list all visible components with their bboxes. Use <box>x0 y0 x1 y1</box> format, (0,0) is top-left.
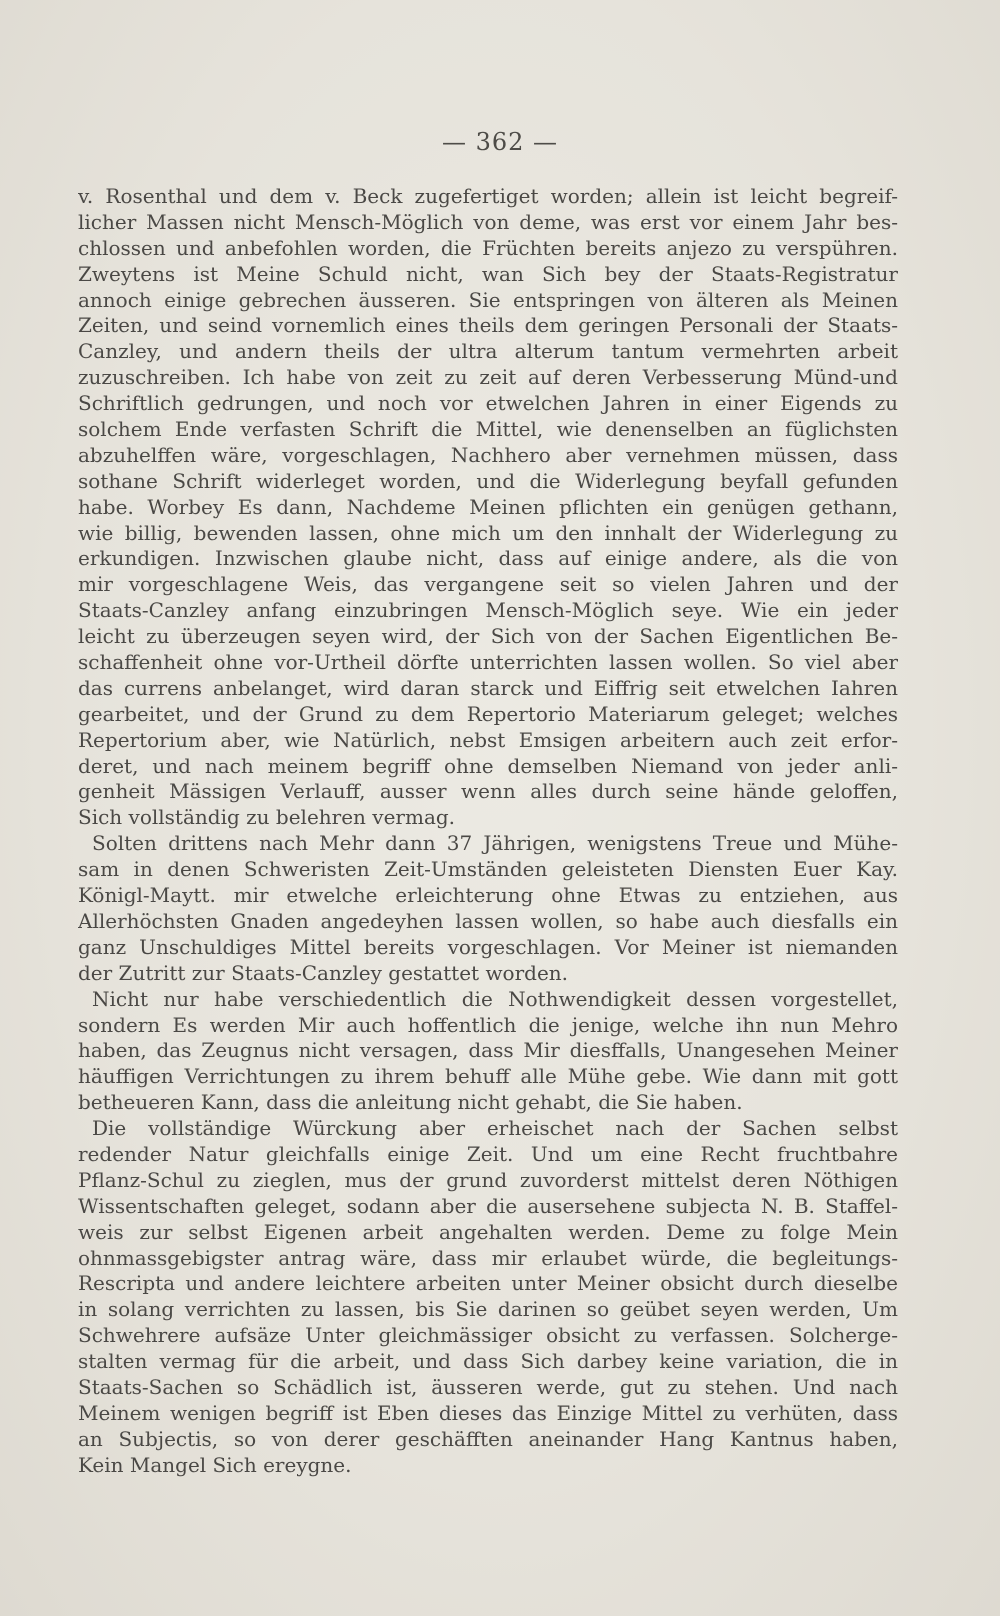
text-line: abzuhelffen wäre, vorgeschlagen, Nachhero aber vernehmen müssen, dass <box>78 442 898 467</box>
text-line: Solten drittens nach Mehr dann 37 Jährigen, wenigstens Treue und Mühe- <box>92 831 898 856</box>
text-line: Staats-Sachen so Schädlich ist, äusseren werde, gut zu stehen. Und nach <box>78 1374 898 1399</box>
paragraph-4 <box>78 1116 898 1478</box>
text-line: Schwehrere aufsäze Unter gleichmässiger obsicht zu verfassen. Solcherge- <box>78 1323 898 1348</box>
text-line: schaffenheit ohne vor-Urtheil dörfte unterrichten lassen wollen. So viel aber <box>78 650 898 675</box>
text-line: ganz Unschuldiges Mittel bereits vorgeschlagen. Vor Meiner ist niemanden <box>78 934 898 959</box>
text-line: Allerhöchsten Gnaden angedeyhen lassen wollen, so habe auch diesfalls ein <box>78 908 898 933</box>
text-line: Repertorium aber, wie Natürlich, nebst Emsigen arbeitern auch zeit erfor- <box>78 727 898 752</box>
text-line: haben, das Zeugnus nicht versagen, dass Mir diesffalls, Unangesehen Meiner <box>78 1038 898 1063</box>
text-line: zuzuschreiben. Ich habe von zeit zu zeit auf deren Verbesserung Münd-und <box>78 365 898 390</box>
text-line: licher Massen nicht Mensch-Möglich von deme, was erst vor einem Jahr bes- <box>78 209 898 234</box>
text-line: Kein Mangel Sich ereygne. <box>78 1452 352 1477</box>
text-line: Rescripta und andere leichtere arbeiten unter Meiner obsicht durch dieselbe <box>78 1271 898 1296</box>
text-line: Nicht nur habe verschiedentlich die Nothwendigkeit dessen vorgestellet, <box>92 986 898 1011</box>
text-line: häuffigen Verrichtungen zu ihrem behuff alle Mühe gebe. Wie dann mit gott <box>78 1064 898 1089</box>
text-line: solchem Ende verfasten Schrift die Mittel, wie denenselben an füglichsten <box>78 417 898 442</box>
text-line: annoch einige gebrechen äusseren. Sie entspringen von älteren als Meinen <box>78 287 898 312</box>
text-line: mir vorgeschlagene Weis, das vergangene seit so vielen Jahren und der <box>78 572 898 597</box>
page-number: — 362 — <box>441 128 559 156</box>
text-line: Pflanz-Schul zu zieglen, mus der grund zuvorderst mittelst deren Nöthigen <box>78 1167 898 1192</box>
body-text <box>78 184 898 1479</box>
text-line: sam in denen Schweristen Zeit-Umständen geleisteten Diensten Euer Kay. <box>78 857 898 882</box>
text-line: Wissentschaften geleget, sodann aber die ausersehene subjecta N. B. Staffel- <box>78 1193 898 1218</box>
text-line: das currens anbelanget, wird daran starck und Eiffrig seit etwelchen Iahren <box>78 675 898 700</box>
text-line: gearbeitet, und der Grund zu dem Repertorio Materiarum geleget; welches <box>78 701 898 726</box>
text-line: sothane Schrift widerleget worden, und die Widerlegung beyfall gefunden <box>78 468 898 493</box>
text-line: Königl-Maytt. mir etwelche erleichterung ohne Etwas zu entziehen, aus <box>78 883 898 908</box>
text-line: v. Rosenthal und dem v. Beck zugefertiget worden; allein ist leicht begreif- <box>78 184 898 208</box>
text-line: betheueren Kann, dass die anleitung nicht gehabt, die Sie haben. <box>78 1090 743 1115</box>
text-line: in solang verrichten zu lassen, bis Sie darinen so geübet seyen werden, Um <box>78 1297 898 1322</box>
paragraph-1 <box>78 184 898 831</box>
text-line: weis zur selbst Eigenen arbeit angehalten werden. Deme zu folge Mein <box>78 1219 898 1244</box>
text-line: sondern Es werden Mir auch hoffentlich die jenige, welche ihn nun Mehro <box>78 1012 898 1037</box>
text-line: Zeiten, und seind vornemlich eines theils dem geringen Personali der Staats- <box>78 313 898 338</box>
text-line: redender Natur gleichfalls einige Zeit. Und um eine Recht fruchtbahre <box>78 1141 898 1166</box>
paragraph-3 <box>78 987 898 1116</box>
text-line: der Zutritt zur Staats-Canzley gestattet worden. <box>78 960 569 985</box>
text-line: Canzley, und andern theils der ultra alterum tantum vermehrten arbeit <box>78 339 898 364</box>
text-line: leicht zu überzeugen seyen wird, der Sich von der Sachen Eigentlichen Be- <box>78 624 898 649</box>
text-line: Sich vollständig zu belehren vermag. <box>78 805 456 830</box>
text-line: an Subjectis, so von derer geschäfften aneinander Hang Kantnus haben, <box>78 1426 898 1451</box>
text-line: deret, und nach meinem begriff ohne demselben Niemand von jeder anli- <box>78 753 898 778</box>
text-line: Schriftlich gedrungen, und noch vor etwelchen Jahren in einer Eigends zu <box>78 391 898 416</box>
text-line: habe. Worbey Es dann, Nachdeme Meinen pflichten ein genügen gethann, <box>78 494 898 519</box>
text-line: chlossen und anbefohlen worden, die Früchten bereits anjezo zu verspühren. <box>78 235 898 260</box>
text-line: erkundigen. Inzwischen glaube nicht, dass auf einige andere, als die von <box>78 546 898 571</box>
text-line: Zweytens ist Meine Schuld nicht, wan Sich bey der Staats-Registratur <box>78 261 898 286</box>
text-line: genheit Mässigen Verlauff, ausser wenn alles durch seine hände geloffen, <box>78 779 898 804</box>
text-line: Meinem wenigen begriff ist Eben dieses das Einzige Mittel zu verhüten, dass <box>78 1400 898 1425</box>
text-line: ohnmassgebigster antrag wäre, dass mir erlaubet würde, die begleitungs- <box>78 1245 898 1270</box>
text-line: stalten vermag für die arbeit, und dass Sich darbey keine variation, die in <box>78 1349 898 1374</box>
text-line: wie billig, bewenden lassen, ohne mich um den innhalt der Widerlegung zu <box>78 520 898 545</box>
text-line: Die vollständige Würckung aber erheischet nach der Sachen selbst <box>92 1116 898 1141</box>
text-line: Staats-Canzley anfang einzubringen Mensch-Möglich seye. Wie ein jeder <box>78 598 898 623</box>
paragraph-2 <box>78 831 898 986</box>
